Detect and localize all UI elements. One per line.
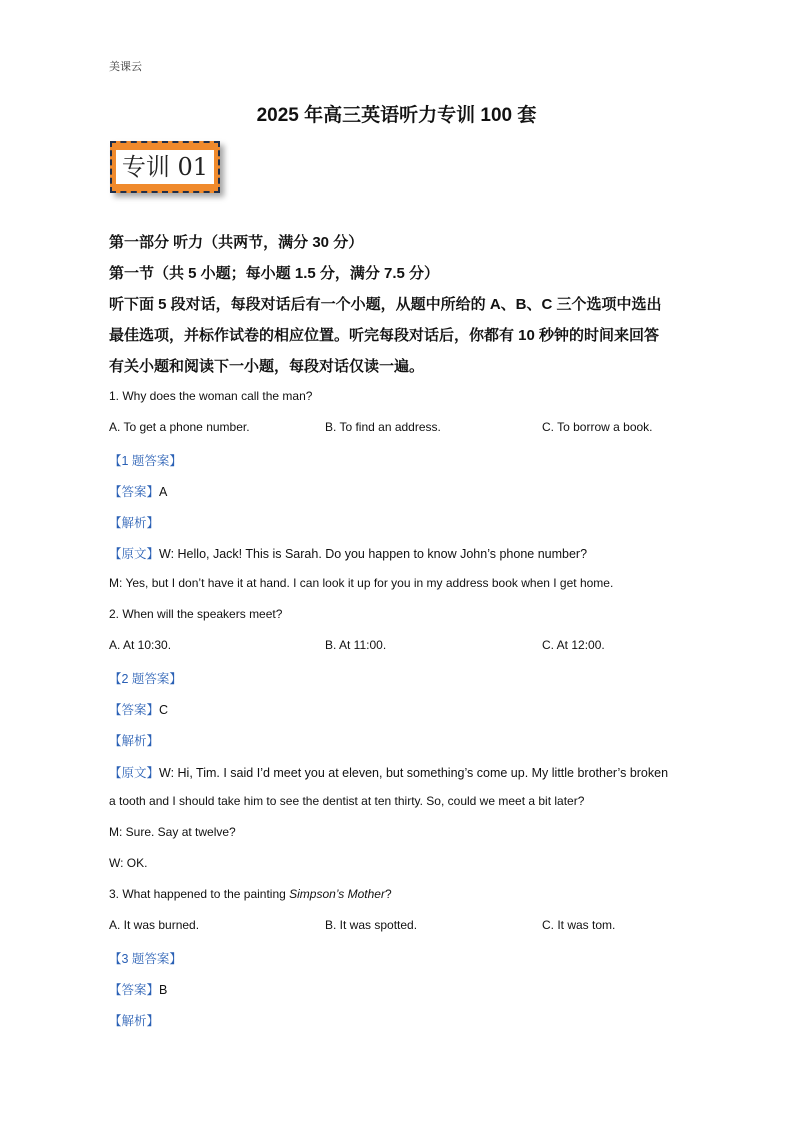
q1-answer-header: 【1 题答案】 <box>109 454 182 468</box>
q1-option-b: B. To find an address. <box>325 420 441 434</box>
answer-value: C <box>159 703 169 717</box>
q2-option-a: A. At 10:30. <box>109 638 172 652</box>
q1-option-a: A. To get a phone number. <box>109 420 250 434</box>
original-label: 【原文】 <box>109 547 160 561</box>
question-suffix: ? <box>384 887 392 901</box>
q3-option-a: A. It was burned. <box>109 918 200 932</box>
q3-option-c: C. It was tom. <box>542 918 616 932</box>
q2-answer-header: 【2 题答案】 <box>109 672 182 686</box>
q2-option-b: B. At 11:00. <box>325 638 387 652</box>
badge-label: 专训 01 <box>116 150 214 184</box>
instruction-line: 听下面 5 段对话，每段对话后有一个小题，从题中所给的 A、B、C 三个选项中选出 <box>109 296 662 313</box>
q1-option-c: C. To borrow a book. <box>542 420 653 434</box>
original-text: W: Hello, Jack! This is Sarah. Do you happen to know John’s phone number? <box>159 547 588 561</box>
q3-answer <box>109 980 167 998</box>
instruction-line: 有关小题和阅读下一小题，每段对话仅读一遍。 <box>109 358 425 375</box>
section-badge <box>110 141 220 193</box>
section-heading: 第一节（共 5 小题；每小题 1.5 分，满分 7.5 分） <box>109 265 440 282</box>
q2-option-c: C. At 12:00. <box>542 638 605 652</box>
painting-title: Simpson’s Mother <box>289 887 385 901</box>
q1-original-1 <box>109 544 587 562</box>
question-prefix: 3. What happened to the painting <box>109 887 290 901</box>
q3-option-b: B. It was spotted. <box>325 918 418 932</box>
q3-analysis: 【解析】 <box>109 1014 160 1028</box>
badge-frame <box>110 141 220 193</box>
q1-original-2: M: Yes, but I don’t have it at hand. I can look it up for you in my address book when I get home. <box>109 576 614 590</box>
q1-answer <box>109 482 167 500</box>
q3-answer-header: 【3 题答案】 <box>109 952 182 966</box>
part-heading: 第一部分 听力（共两节，满分 30 分） <box>109 234 364 251</box>
q2-analysis: 【解析】 <box>109 734 160 748</box>
instruction-line: 最佳选项，并标作试卷的相应位置。听完每段对话后，你都有 10 秒钟的时间来回答 <box>109 327 660 344</box>
header-brand: 美课云 <box>109 61 142 73</box>
q2-original-3: M: Sure. Say at twelve? <box>109 825 236 839</box>
page-title: 2025 年高三英语听力专训 100 套 <box>256 105 537 126</box>
original-text: W: Hi, Tim. I said I’d meet you at eleven, but something’s come up. My little brother’s broken <box>159 766 669 780</box>
q2-original-4: W: OK. <box>109 856 148 870</box>
original-label: 【原文】 <box>109 766 160 780</box>
answer-label: 【答案】 <box>109 485 160 499</box>
answer-value: A <box>159 485 168 499</box>
q1-analysis: 【解析】 <box>109 516 160 530</box>
question-2: 2. When will the speakers meet? <box>109 607 283 621</box>
q2-original-1 <box>109 763 668 781</box>
answer-value: B <box>159 983 168 997</box>
answer-label: 【答案】 <box>109 703 160 717</box>
question-3 <box>109 887 392 901</box>
q2-answer <box>109 700 168 718</box>
answer-label: 【答案】 <box>109 983 160 997</box>
question-1: 1. Why does the woman call the man? <box>109 389 313 403</box>
q2-original-2: a tooth and I should take him to see the dentist at ten thirty. So, could we meet a bit later? <box>109 794 585 808</box>
